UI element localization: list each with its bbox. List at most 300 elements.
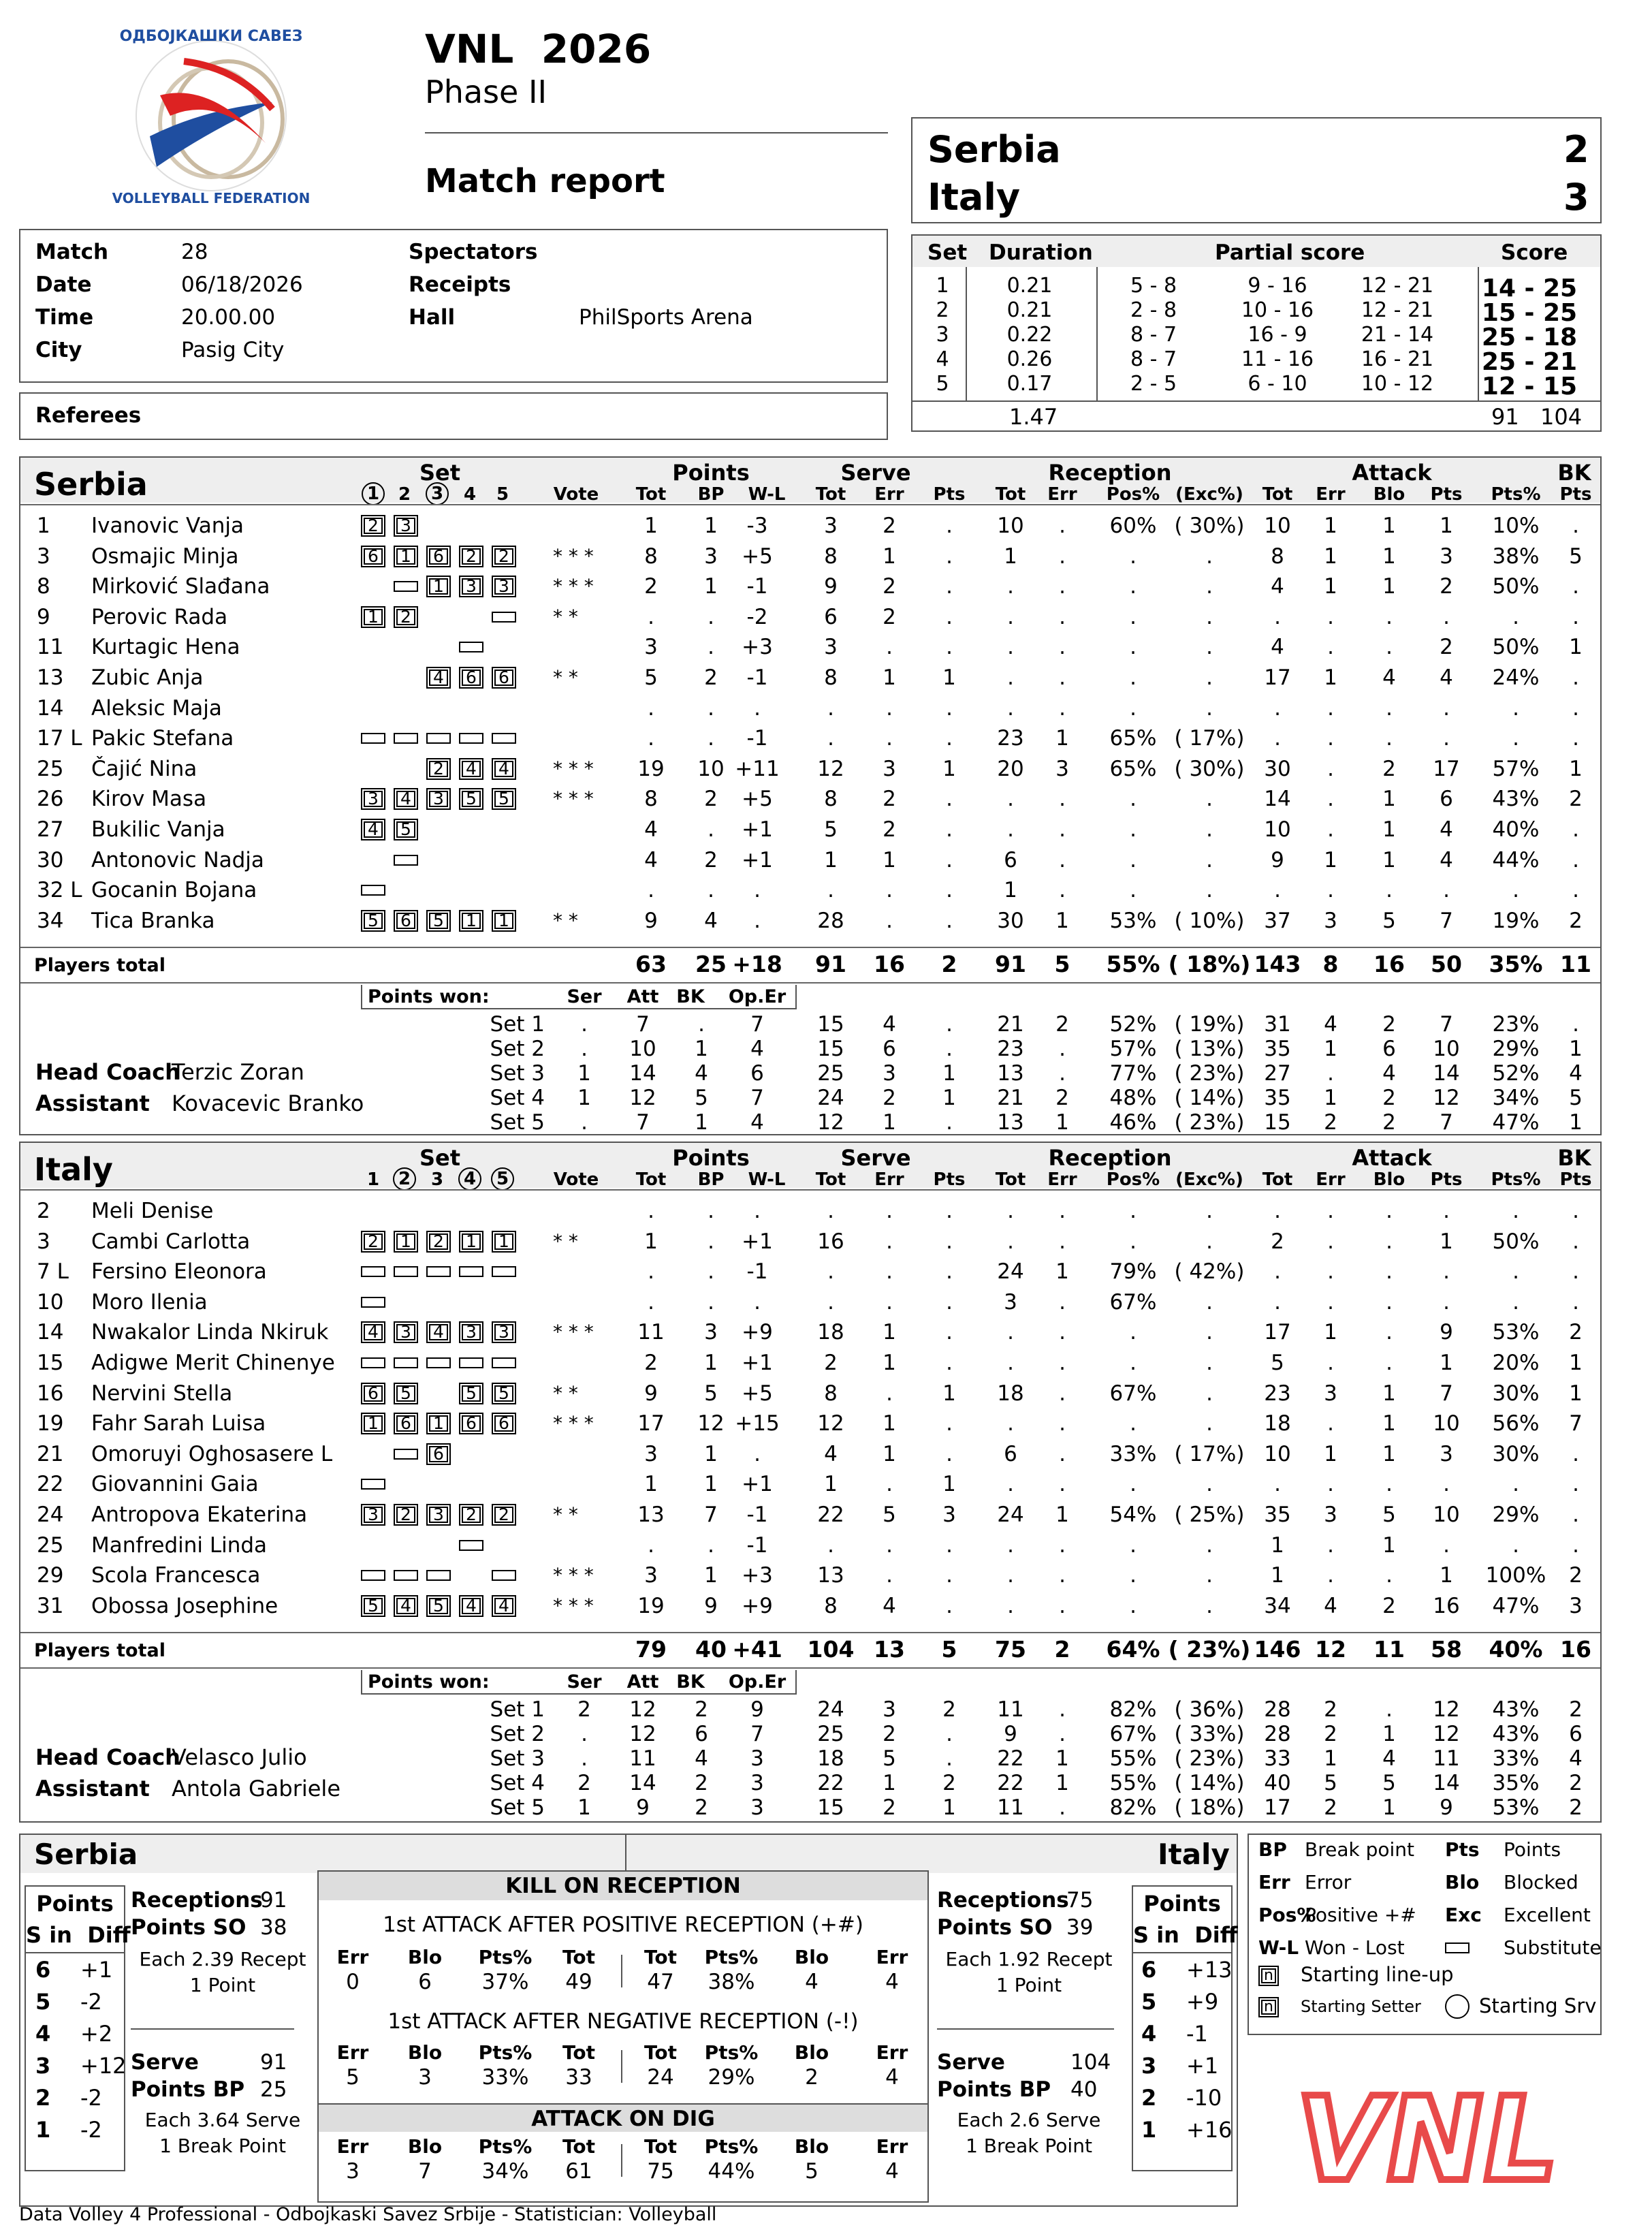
- stat-bp: 4: [704, 908, 718, 933]
- hall-label: Hall: [409, 305, 456, 330]
- set-partial-2: 9 - 16: [1248, 274, 1307, 298]
- starting-position-box: 1: [492, 910, 516, 932]
- set-st: 15: [817, 1037, 844, 1062]
- set-rpos: 52%: [1109, 1012, 1157, 1037]
- stat-ab: .: [1386, 604, 1393, 629]
- set-label: Set 5: [490, 1110, 545, 1135]
- stat-re: .: [1059, 1289, 1066, 1315]
- stat-rexc: .: [1206, 817, 1213, 842]
- stat-bk: .: [1572, 1532, 1579, 1558]
- kill-value: 4: [885, 2065, 899, 2090]
- stat-app: 53%: [1492, 1320, 1540, 1345]
- stat-bk: 3: [1569, 1593, 1583, 1618]
- players-total-label: Players total: [34, 955, 165, 977]
- stat-at: .: [1274, 1199, 1281, 1223]
- sin-diff: -2: [80, 2117, 102, 2143]
- set-sp: .: [946, 1012, 953, 1037]
- stat-wl: -1: [746, 1532, 768, 1558]
- pos-title: 1st ATTACK AFTER POSITIVE RECEPTION (+#): [383, 1913, 863, 1937]
- set-operr: 7: [750, 1086, 764, 1111]
- stat-ap: 10: [1433, 1503, 1460, 1527]
- right-one-bp: 1 Break Point: [966, 2135, 1092, 2157]
- stat-se: 2: [883, 787, 896, 812]
- starting-srv-set-number: 2: [393, 1167, 416, 1191]
- starting-position-box: 1: [361, 606, 385, 628]
- stat-bk: .: [1572, 847, 1579, 872]
- stat-se: .: [886, 1289, 893, 1315]
- stat-rexc: ( 17%): [1174, 1441, 1245, 1466]
- stat-wl: .: [754, 878, 761, 903]
- column-header: Pts: [1430, 484, 1463, 505]
- header-divider: [20, 504, 1600, 505]
- stat-ae: .: [1327, 756, 1334, 781]
- stat-se: .: [886, 908, 893, 933]
- stat-at: 5: [1271, 1351, 1284, 1375]
- kill-value: 75: [647, 2159, 674, 2184]
- set-st: 24: [817, 1086, 844, 1111]
- stat-wl: -3: [746, 514, 768, 538]
- stat-tot: .: [648, 1199, 654, 1223]
- stat-tot: .: [648, 1289, 654, 1315]
- sin-diff: +9: [1186, 1989, 1219, 2015]
- stat-at: 14: [1264, 787, 1291, 812]
- stat-ap: .: [1443, 1199, 1450, 1223]
- stat-ae: 1: [1324, 1320, 1337, 1345]
- stat-rpos: .: [1130, 1320, 1137, 1345]
- kill-header: Err: [876, 2041, 908, 2064]
- starting-lineup-icon: n: [1258, 1966, 1279, 1986]
- stat-bp: 12: [697, 1411, 725, 1436]
- total-rt: 91: [995, 951, 1026, 978]
- match-info: [35, 240, 880, 376]
- set-att: 9: [636, 1795, 650, 1821]
- stat-re: .: [1059, 665, 1066, 690]
- left-summary-text: [131, 1888, 315, 2174]
- player-number: 21: [37, 1441, 64, 1466]
- set-st: 18: [817, 1746, 844, 1772]
- right-sindiff-header: S in Diff: [1133, 1922, 1238, 1948]
- kill-header: Pts%: [704, 1946, 759, 1968]
- sin-points: 4: [1141, 2021, 1157, 2047]
- stat-se: 2: [883, 817, 896, 842]
- set-ab: 1: [1382, 1795, 1396, 1821]
- sets-total-score1: 91: [1491, 404, 1519, 430]
- set-ser: 1: [577, 1086, 591, 1111]
- set-label: Set 2: [490, 1037, 545, 1062]
- set-rexc: ( 13%): [1174, 1037, 1245, 1062]
- stat-rexc: .: [1206, 1411, 1213, 1436]
- stat-sp: .: [946, 1320, 953, 1345]
- kill-title: KILL ON RECEPTION: [319, 1872, 927, 1900]
- stat-rt: .: [1007, 1563, 1014, 1588]
- kill-header: Pts%: [478, 2135, 533, 2158]
- starting-position-box: 2: [394, 606, 418, 628]
- stat-rexc: .: [1206, 878, 1213, 903]
- stat-rpos: .: [1130, 1411, 1137, 1436]
- stat-app: 56%: [1492, 1411, 1540, 1436]
- stat-app: 40%: [1492, 817, 1540, 842]
- starting-position-box: 2: [426, 1231, 451, 1253]
- stat-bk: 1: [1569, 635, 1583, 660]
- stat-tot: 3: [644, 635, 658, 660]
- stat-app: 43%: [1492, 787, 1540, 812]
- column-header: Tot: [815, 484, 846, 505]
- kill-header: Err: [336, 2135, 369, 2158]
- stat-ab: .: [1386, 1259, 1393, 1285]
- set-re: 1: [1055, 1110, 1069, 1135]
- stat-wl: +3: [742, 635, 773, 660]
- stat-at: 10: [1264, 1441, 1291, 1466]
- starting-position-box: 1: [492, 1231, 516, 1253]
- stat-at: .: [1274, 695, 1281, 721]
- spectators-label: Spectators: [409, 240, 538, 264]
- player-vote: * * *: [553, 544, 594, 567]
- kill-divider: [621, 1955, 622, 1987]
- substitute-icon: [1445, 1942, 1470, 1953]
- stat-ab: 1: [1382, 817, 1396, 842]
- stat-sp: .: [946, 544, 953, 569]
- stat-ae: .: [1327, 635, 1334, 660]
- stat-ab: .: [1386, 878, 1393, 903]
- city-label: City: [35, 338, 82, 362]
- set-ap: 12: [1433, 1697, 1460, 1722]
- starting-position-box: 1: [459, 1231, 483, 1253]
- set-operr: 3: [750, 1746, 764, 1772]
- set-partial-3: 21 - 14: [1361, 323, 1434, 347]
- stat-sp: .: [946, 574, 953, 599]
- stat-st: 1: [824, 847, 838, 872]
- stat-at: 4: [1271, 635, 1284, 660]
- result-sets2: 3: [1563, 176, 1589, 219]
- substitute-icon: [394, 1449, 418, 1460]
- starting-position-box: 5: [459, 788, 483, 810]
- player-name: Osmajic Minja: [91, 544, 239, 569]
- player-vote: * *: [553, 1229, 578, 1253]
- stat-st: 3: [824, 514, 838, 538]
- player-name: Nervini Stella: [91, 1381, 233, 1406]
- stat-rpos: .: [1130, 574, 1137, 599]
- stat-tot: 13: [637, 1503, 665, 1527]
- player-number: 9: [37, 604, 50, 629]
- sets-col-divider: [966, 267, 967, 400]
- set-rpos: 82%: [1109, 1795, 1157, 1821]
- stat-bp: .: [708, 1289, 714, 1315]
- stat-bp: 1: [704, 1563, 718, 1588]
- stat-rpos: .: [1130, 544, 1137, 569]
- set-operr: 9: [750, 1697, 764, 1722]
- sets-total-divider: [912, 400, 1600, 402]
- legend-lineup-text: Starting line-up: [1301, 1963, 1454, 1986]
- kill-header: Blo: [407, 2041, 443, 2064]
- stat-tot: 4: [644, 817, 658, 842]
- set-at: 28: [1264, 1722, 1291, 1747]
- set-ap: 14: [1433, 1061, 1460, 1086]
- set-re: 2: [1055, 1086, 1069, 1111]
- stat-app: 50%: [1492, 1229, 1540, 1254]
- kill-header: Tot: [562, 2135, 595, 2158]
- column-header: Err: [874, 484, 904, 505]
- stat-app: 50%: [1492, 574, 1540, 599]
- stat-tot: 9: [644, 908, 658, 933]
- stat-sp: .: [946, 635, 953, 660]
- referees-label: Referees: [35, 403, 142, 428]
- result-team2: Italy: [927, 176, 1021, 219]
- stat-rt: 6: [1004, 847, 1017, 872]
- player-number: 7 L: [37, 1259, 69, 1285]
- set-rexc: ( 33%): [1174, 1722, 1245, 1747]
- player-name: Kirov Masa: [91, 787, 207, 812]
- stat-re: .: [1059, 1229, 1066, 1254]
- group-header: BK: [1557, 460, 1591, 486]
- kill-header: Blo: [407, 2135, 443, 2158]
- set-ab: 6: [1382, 1037, 1396, 1062]
- col-bk: BK: [676, 1671, 705, 1693]
- legend-value: Error: [1305, 1871, 1352, 1893]
- column-header: Pos%: [1106, 1169, 1160, 1190]
- sin-diff: +16: [1186, 2117, 1233, 2143]
- set-label: Set 4: [490, 1771, 545, 1796]
- stat-rpos: 33%: [1109, 1441, 1157, 1466]
- set-bk: 5: [695, 1086, 708, 1111]
- stat-rexc: .: [1206, 1593, 1213, 1618]
- player-number: 27: [37, 817, 64, 842]
- total-at: 146: [1254, 1636, 1301, 1663]
- stat-rpos: .: [1130, 787, 1137, 812]
- starting-position-box: 4: [394, 1595, 418, 1617]
- set-att: 14: [629, 1771, 656, 1796]
- starting-position-box: 5: [394, 819, 418, 840]
- left-one-bp: 1 Break Point: [159, 2135, 286, 2157]
- set-rexc: ( 14%): [1174, 1086, 1245, 1111]
- stat-ap: 7: [1440, 908, 1453, 933]
- set-att: 11: [629, 1746, 656, 1772]
- set-bk: 2: [695, 1771, 708, 1796]
- stat-bp: 1: [704, 1351, 718, 1375]
- kill-value: 5: [346, 2065, 360, 2090]
- player-vote: * * *: [553, 575, 594, 598]
- stat-rt: .: [1007, 1199, 1014, 1223]
- stat-tot: 1: [644, 1472, 658, 1497]
- set-partial-3: 12 - 21: [1361, 298, 1434, 322]
- stat-ae: .: [1327, 726, 1334, 751]
- stat-rpos: .: [1130, 604, 1137, 629]
- stat-sp: 1: [942, 1381, 956, 1406]
- sin-diff: +13: [1186, 1957, 1233, 1983]
- stat-re: .: [1059, 1472, 1066, 1497]
- stat-bk: .: [1572, 695, 1579, 721]
- stat-app: .: [1512, 878, 1519, 903]
- legend-key: BP: [1258, 1838, 1287, 1861]
- substitute-icon: [361, 1479, 385, 1490]
- right-serve-value: 104: [1070, 2050, 1111, 2075]
- total-divider: [20, 1667, 1600, 1669]
- stat-se: .: [886, 1199, 893, 1223]
- player-number: 2: [37, 1199, 50, 1223]
- starting-position-box: 1: [459, 910, 483, 932]
- stat-rpos: .: [1130, 1593, 1137, 1618]
- kill-value: 34%: [481, 2159, 529, 2184]
- kill-value: 38%: [708, 1970, 755, 1994]
- substitute-icon: [492, 612, 516, 623]
- stat-st: 9: [824, 574, 838, 599]
- set-partial-1: 8 - 7: [1130, 323, 1177, 347]
- stat-ae: .: [1327, 1351, 1334, 1375]
- stat-wl: +9: [742, 1320, 773, 1345]
- starting-position-box: 3: [492, 576, 516, 597]
- stat-ae: .: [1327, 1289, 1334, 1315]
- starting-position-box: 4: [459, 1595, 483, 1617]
- starting-position-box: 6: [394, 910, 418, 932]
- stat-wl: .: [754, 1289, 761, 1315]
- vnl-logo-text: VNL: [1284, 2073, 1569, 2207]
- stat-wl: +5: [742, 544, 773, 569]
- set-ser: .: [581, 1722, 588, 1747]
- stat-bp: 3: [704, 544, 718, 569]
- sets-col-divider: [1096, 267, 1098, 400]
- stat-bk: .: [1572, 604, 1579, 629]
- player-vote: * *: [553, 1503, 578, 1526]
- stat-bk: .: [1572, 1472, 1579, 1497]
- total-tot: 63: [635, 951, 667, 978]
- stat-st: .: [827, 1289, 834, 1315]
- stat-rexc: .: [1206, 847, 1213, 872]
- player-number: 14: [37, 1320, 64, 1345]
- total-app: 35%: [1489, 951, 1543, 978]
- stat-rt: .: [1007, 574, 1014, 599]
- kill-value: 5: [805, 2159, 819, 2184]
- set-duration: 0.21: [1006, 274, 1053, 298]
- receipts-label: Receipts: [409, 272, 511, 297]
- set-sp: .: [946, 1037, 953, 1062]
- starting-position-box: 6: [394, 1413, 418, 1434]
- set-operr: 3: [750, 1795, 764, 1821]
- stat-rt: .: [1007, 665, 1014, 690]
- stat-rt: 1: [1004, 544, 1017, 569]
- set-att: 12: [629, 1722, 656, 1747]
- vnl-logo-icon: [1284, 2064, 1569, 2207]
- head-coach-name: Velasco Julio: [172, 1744, 307, 1771]
- summary-header-divider: [625, 1835, 626, 1873]
- substitute-icon: [394, 733, 418, 744]
- starting-position-box: 2: [394, 1504, 418, 1526]
- stat-rpos: .: [1130, 695, 1137, 721]
- set-rt: 21: [997, 1012, 1024, 1037]
- set-app: 47%: [1492, 1110, 1540, 1135]
- sin-points: 3: [35, 2053, 51, 2079]
- stat-re: .: [1059, 817, 1066, 842]
- set-app: 43%: [1492, 1722, 1540, 1747]
- starting-position-box: 1: [394, 546, 418, 567]
- legend-lineup-icon: [1258, 1966, 1285, 1986]
- player-number: 11: [37, 635, 64, 660]
- set-rpos: 46%: [1109, 1110, 1157, 1135]
- stat-tot: .: [648, 878, 654, 903]
- stat-bp: 7: [704, 1503, 718, 1527]
- set-score: 25 - 18: [1481, 324, 1578, 351]
- starting-position-box: 5: [459, 1383, 483, 1404]
- stat-bk: .: [1572, 1441, 1579, 1466]
- starting-srv-set-number: 5: [491, 1167, 514, 1191]
- legend-key: Pts: [1445, 1838, 1480, 1861]
- sets-h-set: Set: [927, 240, 968, 265]
- substitute-icon: [459, 1540, 483, 1551]
- stat-se: .: [886, 1259, 893, 1285]
- set-ap: 7: [1440, 1012, 1453, 1037]
- stat-re: 1: [1055, 726, 1069, 751]
- set-at: 35: [1264, 1037, 1291, 1062]
- starting-position-box: 3: [459, 576, 483, 597]
- kill-header: Blo: [794, 2135, 829, 2158]
- stat-se: .: [886, 1563, 893, 1588]
- referees-box: [19, 392, 888, 440]
- substitute-icon: [394, 581, 418, 592]
- kill-divider: [621, 2144, 622, 2177]
- set-rexc: ( 23%): [1174, 1061, 1245, 1086]
- stat-st: 12: [817, 756, 844, 781]
- stat-re: .: [1059, 695, 1066, 721]
- set-se: 1: [883, 1771, 896, 1796]
- stat-bk: 2: [1569, 1563, 1583, 1588]
- kill-value: 4: [885, 2159, 899, 2184]
- stat-wl: +9: [742, 1593, 773, 1618]
- set-ap: 12: [1433, 1086, 1460, 1111]
- right-pbp-value: 40: [1070, 2077, 1098, 2102]
- total-rt: 75: [995, 1636, 1026, 1663]
- total-se: 16: [874, 951, 905, 978]
- footer-text: Data Volley 4 Professional - Odbojkaski Savez Srbije - Statistician: Volleyball: [19, 2204, 717, 2225]
- stat-at: 17: [1264, 665, 1291, 690]
- total-bk: 16: [1560, 1636, 1591, 1663]
- set-number: 1: [936, 274, 949, 298]
- left-serve-label: Serve: [131, 2050, 199, 2075]
- set-operr: 4: [750, 1110, 764, 1135]
- set-partial-2: 10 - 16: [1241, 298, 1314, 322]
- set-rt: 22: [997, 1746, 1024, 1772]
- starting-position-box: 4: [492, 758, 516, 780]
- player-number: 8: [37, 574, 50, 599]
- column-header: Pts%: [1491, 484, 1541, 505]
- stat-ae: .: [1327, 695, 1334, 721]
- stat-at: 9: [1271, 847, 1284, 872]
- stat-app: 19%: [1492, 908, 1540, 933]
- stat-re: .: [1059, 1411, 1066, 1436]
- stat-at: 1: [1271, 1532, 1284, 1558]
- stat-rpos: .: [1130, 635, 1137, 660]
- kill-header: Tot: [562, 1946, 595, 1968]
- stat-re: .: [1059, 787, 1066, 812]
- stat-ab: 2: [1382, 756, 1396, 781]
- stat-wl: +15: [735, 1411, 780, 1436]
- stat-ap: .: [1443, 1532, 1450, 1558]
- stat-at: 18: [1264, 1411, 1291, 1436]
- stat-app: 29%: [1492, 1503, 1540, 1527]
- stat-se: 4: [883, 1593, 896, 1618]
- column-header: Tot: [1262, 1169, 1293, 1190]
- right-each-recept: Each 1.92 Recept: [945, 1948, 1113, 1970]
- stat-ab: 1: [1382, 847, 1396, 872]
- stat-wl: -2: [746, 604, 768, 629]
- set-ae: 1: [1324, 1086, 1337, 1111]
- group-header: BK: [1557, 1145, 1591, 1171]
- stat-app: 44%: [1492, 847, 1540, 872]
- stat-tot: 1: [644, 514, 658, 538]
- stat-rpos: 60%: [1109, 514, 1157, 538]
- stat-ap: 1: [1440, 514, 1453, 538]
- starting-position-box: 6: [361, 1383, 385, 1404]
- set-bk-total: 2: [1569, 1771, 1583, 1796]
- stat-st: 8: [824, 1593, 838, 1618]
- kill-header: Blo: [794, 1946, 829, 1968]
